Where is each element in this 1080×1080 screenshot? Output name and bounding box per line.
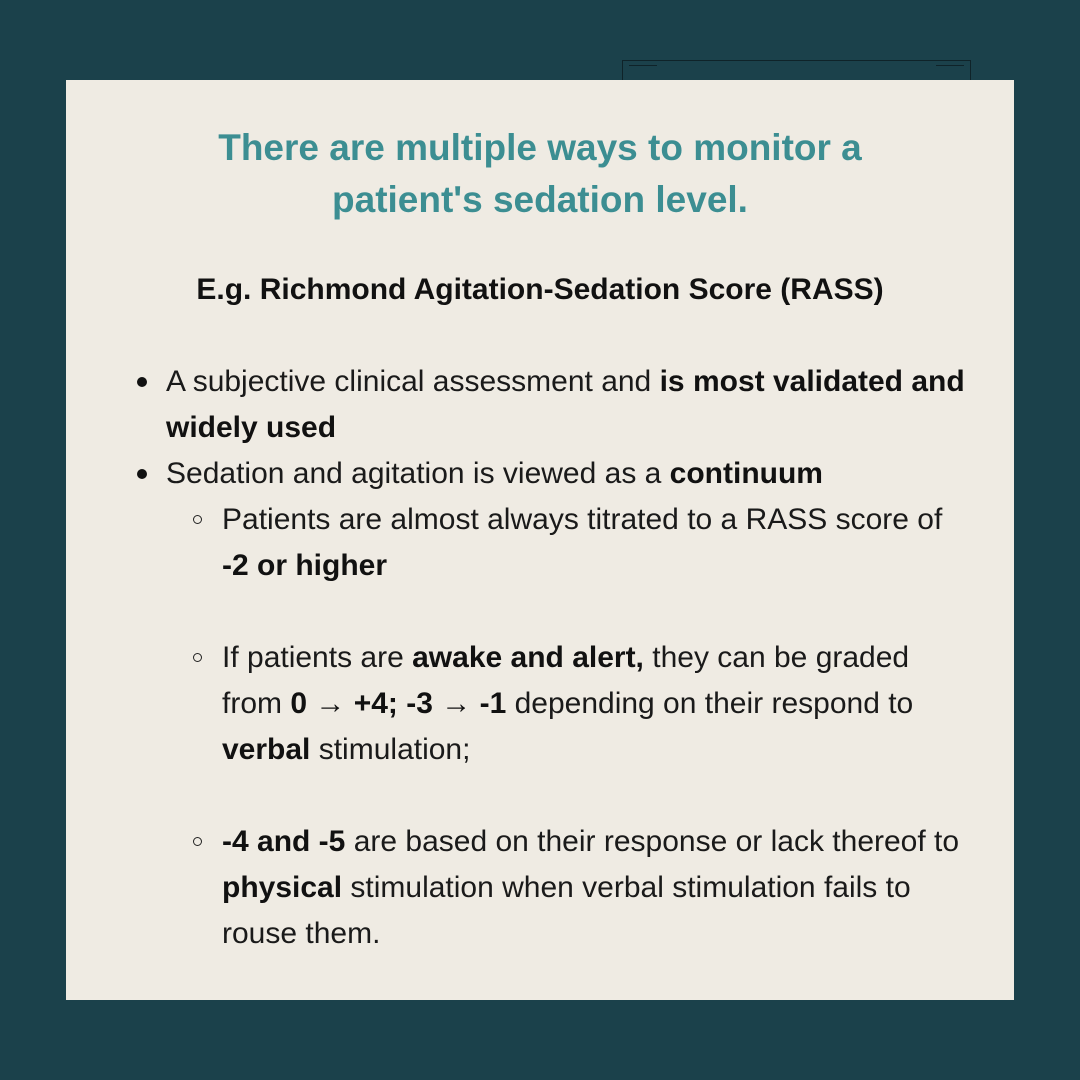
content-card <box>66 80 1014 1000</box>
bullet-dot-icon <box>137 469 147 479</box>
sub-bold-text: awake and alert, <box>412 641 644 674</box>
sub-text: are based on their response or lack thereof to <box>345 825 960 858</box>
sub-bold-text: verbal <box>222 733 311 766</box>
title-line-1: There are multiple ways to monitor a <box>218 127 862 168</box>
sub-text: Patients are almost always titrated to a RASS score of <box>222 503 943 536</box>
list-item <box>166 359 966 451</box>
sub-list-item <box>222 497 966 589</box>
sub-text: If patients are <box>222 641 413 674</box>
sub-bold-text: 0 → +4; -3 → -1 <box>290 687 507 720</box>
sub-list-item <box>222 819 966 957</box>
sub-text: stimulation; <box>310 733 471 766</box>
page-title <box>66 122 1014 226</box>
sub-bold-text: -4 and -5 <box>222 825 346 858</box>
hollow-circle-icon <box>193 653 202 662</box>
sub-text: they can be graded from <box>222 641 910 720</box>
list-item <box>166 451 966 497</box>
subtitle: E.g. Richmond Agitation-Sedation Score (RASS) <box>196 273 884 306</box>
bullet-bold-text: continuum <box>669 457 823 490</box>
sub-bold-text: physical <box>222 871 343 904</box>
sub-list-item <box>222 635 966 773</box>
bullet-bold-text: is most validated and widely used <box>166 365 965 444</box>
hollow-circle-icon <box>193 837 202 846</box>
bullet-text: Sedation and agitation is viewed as a <box>166 457 670 490</box>
sub-bold-text: -2 or higher <box>222 549 388 582</box>
hollow-circle-icon <box>193 515 202 524</box>
title-line-2: patient's sedation level. <box>332 179 748 220</box>
bullet-dot-icon <box>137 377 147 387</box>
sub-text: depending on their respond to <box>506 687 914 720</box>
bullet-list <box>166 359 966 957</box>
bullet-text: A subjective clinical assessment and <box>166 365 660 398</box>
sub-text: stimulation when verbal stimulation fails to rouse them. <box>222 871 911 950</box>
